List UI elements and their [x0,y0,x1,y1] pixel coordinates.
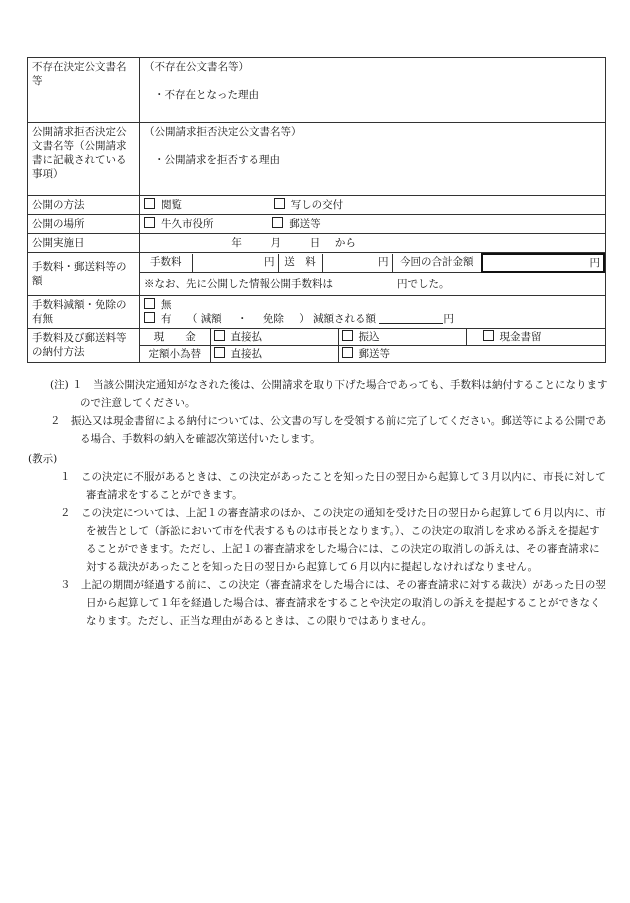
fees-label: 手数料・郵送料等の額 [28,253,140,296]
nonexist-reason: ・不存在となった理由 [154,89,259,101]
payment-label: 手数料及び郵送料等の納付方法 [28,329,140,363]
place-options [140,215,606,234]
refusal-label: 公開請求拒否決定公文書名等（公開請求書に記載されている事項） [28,123,140,196]
refusal-row [28,123,606,196]
payment-mo-postal-label: 郵送等 [358,348,390,360]
reduction-has-checkbox[interactable] [144,312,155,323]
payment-registered [466,329,605,346]
fees-content [140,253,606,296]
date-day: 日 [309,237,321,249]
instruction-1-number: １ [60,471,71,483]
payment-content [140,329,606,363]
reduction-none-checkbox[interactable] [144,298,155,309]
instructions-header: (教示) [28,453,58,465]
note-1 [28,376,608,412]
nonexist-doc-name: （不存在公文書名等） [144,61,249,73]
notes-header: (注) [50,379,69,391]
payment-transfer [338,329,466,346]
reduction-none-label: 無 [161,299,172,311]
payment-row [28,329,606,363]
place-label: 公開の場所 [28,215,140,234]
payment-cash-direct-label: 直接払 [230,331,262,343]
reduced-amount-field[interactable] [379,312,443,324]
notes-section [28,376,608,630]
method-view-label: 閲覧 [161,199,182,211]
payment-registered-checkbox[interactable] [483,330,494,341]
instruction-3-number: ３ [60,579,71,591]
instruction-1-text: この決定に不服があるときは、この決定があったことを知った日の翌日から起算して３月以内に、市長に対して審査請求をすることができます。 [81,471,606,501]
date-label: 公開実施日 [28,234,140,253]
fee-label: 手数料 [140,254,192,272]
nonexist-label: 不存在決定公文書名等 [28,58,140,123]
payment-mo-direct-label: 直接払 [230,348,262,360]
instruction-2 [28,504,608,576]
method-copy-label: 写しの交付 [290,199,344,211]
fees-row [28,253,606,296]
instruction-2-text: この決定については、上記１の審査請求のほか、この決定の通知を受けた日の翌日から起算して６月以内に、市を被告として（訴訟において市を代表するものは市長となります。）、この決定の取消しを求める訴えを提起することができます。ただし、上記１の審査請求をした場合には、この決定の取消しの訴えは、その審査請求に対する裁決があったことを知った日の翌日から起算して６月以内に提起しなければなりません。 [81,507,606,573]
payment-transfer-checkbox[interactable] [342,330,353,341]
place-row [28,215,606,234]
postage-label: 送 料 [278,254,322,272]
reduction-reduce-option[interactable]: 減額 [200,313,222,325]
note-2-text: 振込又は現金書留による納付については、公文書の写しを受領する前に完了してください。郵送等による公開である場合、手数料の納入を確認次第送付いたします。 [71,415,607,445]
previous-fee-note [140,272,604,295]
postage-amount[interactable]: 円 [322,254,392,272]
payment-moneyorder-label: 定額小為替 [140,346,210,363]
place-mail-checkbox[interactable] [272,217,283,228]
method-copy-checkbox[interactable] [274,198,285,209]
refusal-reason: ・公開請求を拒否する理由 [154,154,280,166]
fee-amount[interactable]: 円 [192,254,278,272]
previous-fee-prefix: ※なお、先に公開した情報公開手数料は [144,278,333,290]
total-amount[interactable]: 円 [482,254,604,272]
payment-mo-postal [338,346,605,363]
total-label: 今回の合計金額 [392,254,482,272]
method-label: 公開の方法 [28,196,140,215]
note-1-text: 当該公開決定通知がなされた後は、公開請求を取り下げた場合であっても、手数料は納付することになりますので注意してください。 [80,379,608,409]
nonexist-row [28,58,606,123]
payment-mo-direct-checkbox[interactable] [214,347,225,358]
method-row [28,196,606,215]
disclosure-form-table [27,57,606,363]
note-1-number: １ [72,379,83,391]
payment-cash-label: 現 金 [140,329,210,346]
reduction-paren-open: （ [186,313,198,325]
method-view-checkbox[interactable] [144,198,155,209]
reduction-exempt-option[interactable]: 免除 [262,313,284,325]
reduced-amount-label: 減額される額 [313,313,377,325]
previous-fee-suffix: 円でした。 [397,278,450,290]
payment-mo-postal-checkbox[interactable] [342,347,353,358]
payment-inner-table [140,329,605,362]
note-2 [28,412,608,448]
fees-inner-table [140,253,605,295]
refusal-content [140,123,606,196]
reduction-has-label: 有 [161,313,172,325]
place-cityhall-label: 牛久市役所 [161,218,214,230]
note-2-number: ２ [50,415,61,427]
reduction-content [140,296,606,329]
reduction-paren-close: ） [299,313,310,325]
instruction-2-number: ２ [60,507,71,519]
place-mail-label: 郵送等 [289,218,321,230]
date-from: から [334,237,356,249]
payment-mo-direct [210,346,338,363]
reduction-label: 手数料減額・免除の有無 [28,296,140,329]
payment-cash-direct-checkbox[interactable] [214,330,225,341]
reduced-amount-yen: 円 [443,313,454,325]
nonexist-content [140,58,606,123]
instruction-3 [28,576,608,630]
place-cityhall-checkbox[interactable] [144,217,155,228]
payment-registered-label: 現金書留 [499,331,542,343]
date-year: 年 [231,237,242,249]
instruction-3-text: 上記の期間が経過する前に、この決定（審査請求をした場合には、その審査請求に対する裁決）があった日の翌日から起算して１年を経過した場合は、審査請求をすることや決定の取消しの訴えを提起することができなくなります。ただし、正当な理由があるときは、この限りではありません。 [81,579,606,627]
payment-transfer-label: 振込 [358,331,380,343]
reduction-row [28,296,606,329]
date-row [28,234,606,253]
refusal-doc-name: （公開請求拒否決定公文書名等） [144,126,302,138]
date-month: 月 [270,237,282,249]
date-field[interactable] [140,234,606,253]
method-options [140,196,606,215]
instruction-1 [28,468,608,504]
payment-cash-direct [210,329,338,346]
reduction-dot: ・ [237,313,248,325]
